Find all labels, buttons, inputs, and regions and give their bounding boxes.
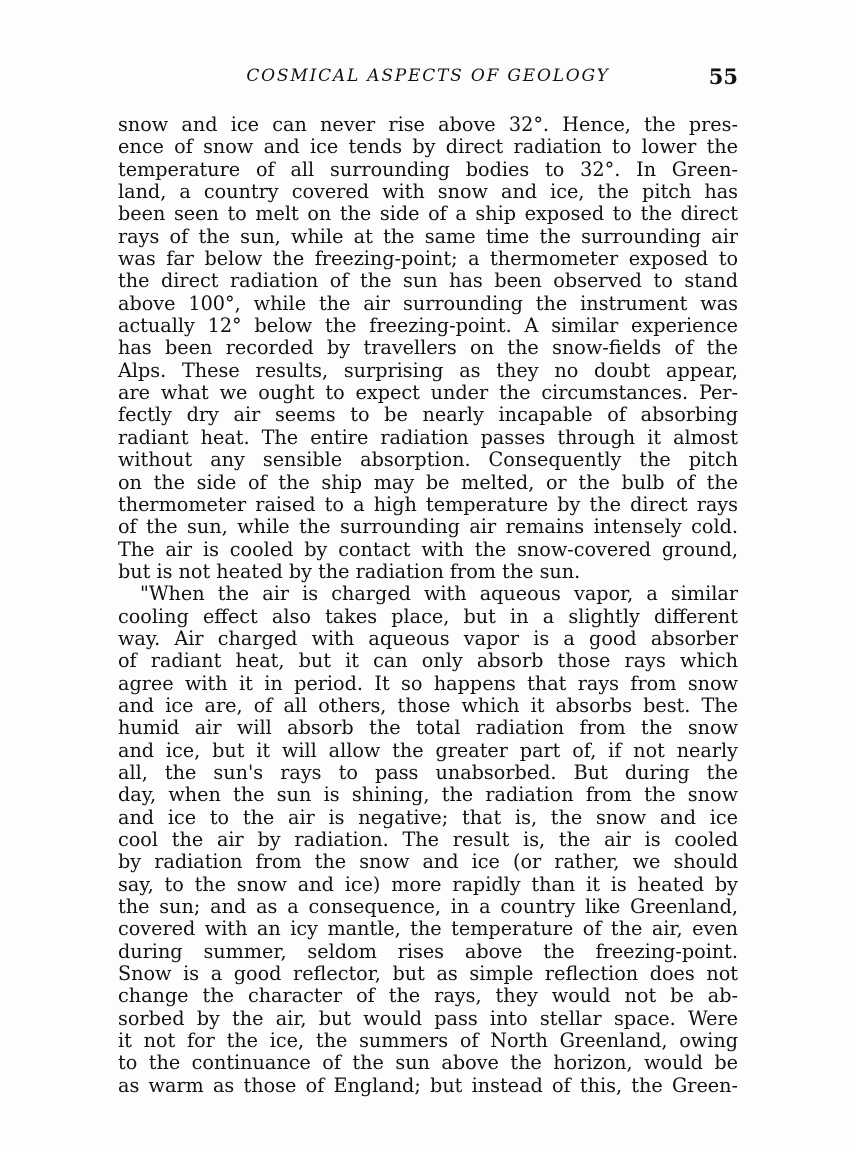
text-line: actually 12° below the freezing-point. A similar experience xyxy=(118,315,738,338)
text-line: during summer, seldom rises above the freezing-point. xyxy=(118,940,738,963)
text-line: ence of snow and ice tends by direct radiation to lower the xyxy=(118,136,738,159)
text-line: say, to the snow and ice) more rapidly than it is heated by xyxy=(118,873,738,896)
text-line: Alps. These results, surprising as they no doubt appear, xyxy=(118,359,738,382)
text-line: covered with an icy mantle, the temperature of the air, even xyxy=(118,918,738,941)
text-line: thermometer raised to a high temperature by the direct rays xyxy=(118,493,738,516)
text-line: cooling effect also takes place, but in a slightly different xyxy=(118,605,738,628)
text-line: are what we ought to expect under the circumstances. Per- xyxy=(118,382,738,405)
text-line: was far below the freezing-point; a thermometer exposed to xyxy=(118,248,738,271)
text-line: by radiation from the snow and ice (or rather, we should xyxy=(118,851,738,874)
text-line: been seen to melt on the side of a ship exposed to the direct xyxy=(118,203,738,226)
text-line: and ice are, of all others, those which it absorbs best. The xyxy=(118,694,738,717)
text-line: rays of the sun, while at the same time the surrounding air xyxy=(118,225,738,248)
running-head xyxy=(118,64,738,90)
text-line: on the side of the ship may be melted, or the bulb of the xyxy=(118,471,738,494)
text-line: all, the sun's rays to pass unabsorbed. But during the xyxy=(118,761,738,784)
text-line: radiant heat. The entire radiation passes through it almost xyxy=(118,426,738,449)
text-line: humid air will absorb the total radiation from the snow xyxy=(118,717,738,740)
text-line: it not for the ice, the summers of North Greenland, owing xyxy=(118,1030,738,1053)
text-line: temperature of all surrounding bodies to 32°. In Green- xyxy=(118,158,738,181)
text-line: way. Air charged with aqueous vapor is a good absorber xyxy=(118,627,738,650)
text-line: and ice to the air is negative; that is, the snow and ice xyxy=(118,806,738,829)
text-line: of the sun, while the surrounding air remains intensely cold. xyxy=(118,516,738,539)
text-line: but is not heated by the radiation from the sun. xyxy=(118,560,581,583)
text-line: as warm as those of England; but instead of this, the Green- xyxy=(118,1074,738,1097)
text-line: of radiant heat, but it can only absorb those rays which xyxy=(118,650,738,673)
body-text xyxy=(118,114,738,1097)
page-number: 55 xyxy=(708,64,738,89)
text-line: to the continuance of the sun above the horizon, would be xyxy=(118,1052,738,1075)
text-line: The air is cooled by contact with the snow-covered ground, xyxy=(118,538,738,561)
text-line: cool the air by radiation. The result is, the air is cooled xyxy=(118,829,738,851)
text-line: land, a country covered with snow and ice, the pitch has xyxy=(118,181,738,204)
text-line: the direct radiation of the sun has been observed to stand xyxy=(118,270,738,293)
text-line: "When the air is charged with aqueous vapor, a similar xyxy=(140,583,738,606)
text-line: day, when the sun is shining, the radiation from the snow xyxy=(118,784,738,807)
text-line: change the character of the rays, they would not be ab- xyxy=(118,985,738,1008)
text-line: sorbed by the air, but would pass into stellar space. Were xyxy=(118,1007,738,1030)
text-line: agree with it in period. It so happens that rays from snow xyxy=(118,672,738,695)
text-line: without any sensible absorption. Consequently the pitch xyxy=(118,449,738,472)
running-title: COSMICAL ASPECTS OF GEOLOGY xyxy=(246,66,610,86)
text-line: Snow is a good reflector, but as simple reflection does not xyxy=(118,963,738,986)
text-line: the sun; and as a consequence, in a country like Greenland, xyxy=(118,896,738,919)
text-line: snow and ice can never rise above 32°. Hence, the pres- xyxy=(118,114,738,136)
text-line: fectly dry air seems to be nearly incapable of absorbing xyxy=(118,404,738,427)
text-line: and ice, but it will allow the greater part of, if not nearly xyxy=(118,739,738,762)
text-line: above 100°, while the air surrounding the instrument was xyxy=(118,292,738,315)
text-line: has been recorded by travellers on the snow-fields of the xyxy=(118,337,738,360)
